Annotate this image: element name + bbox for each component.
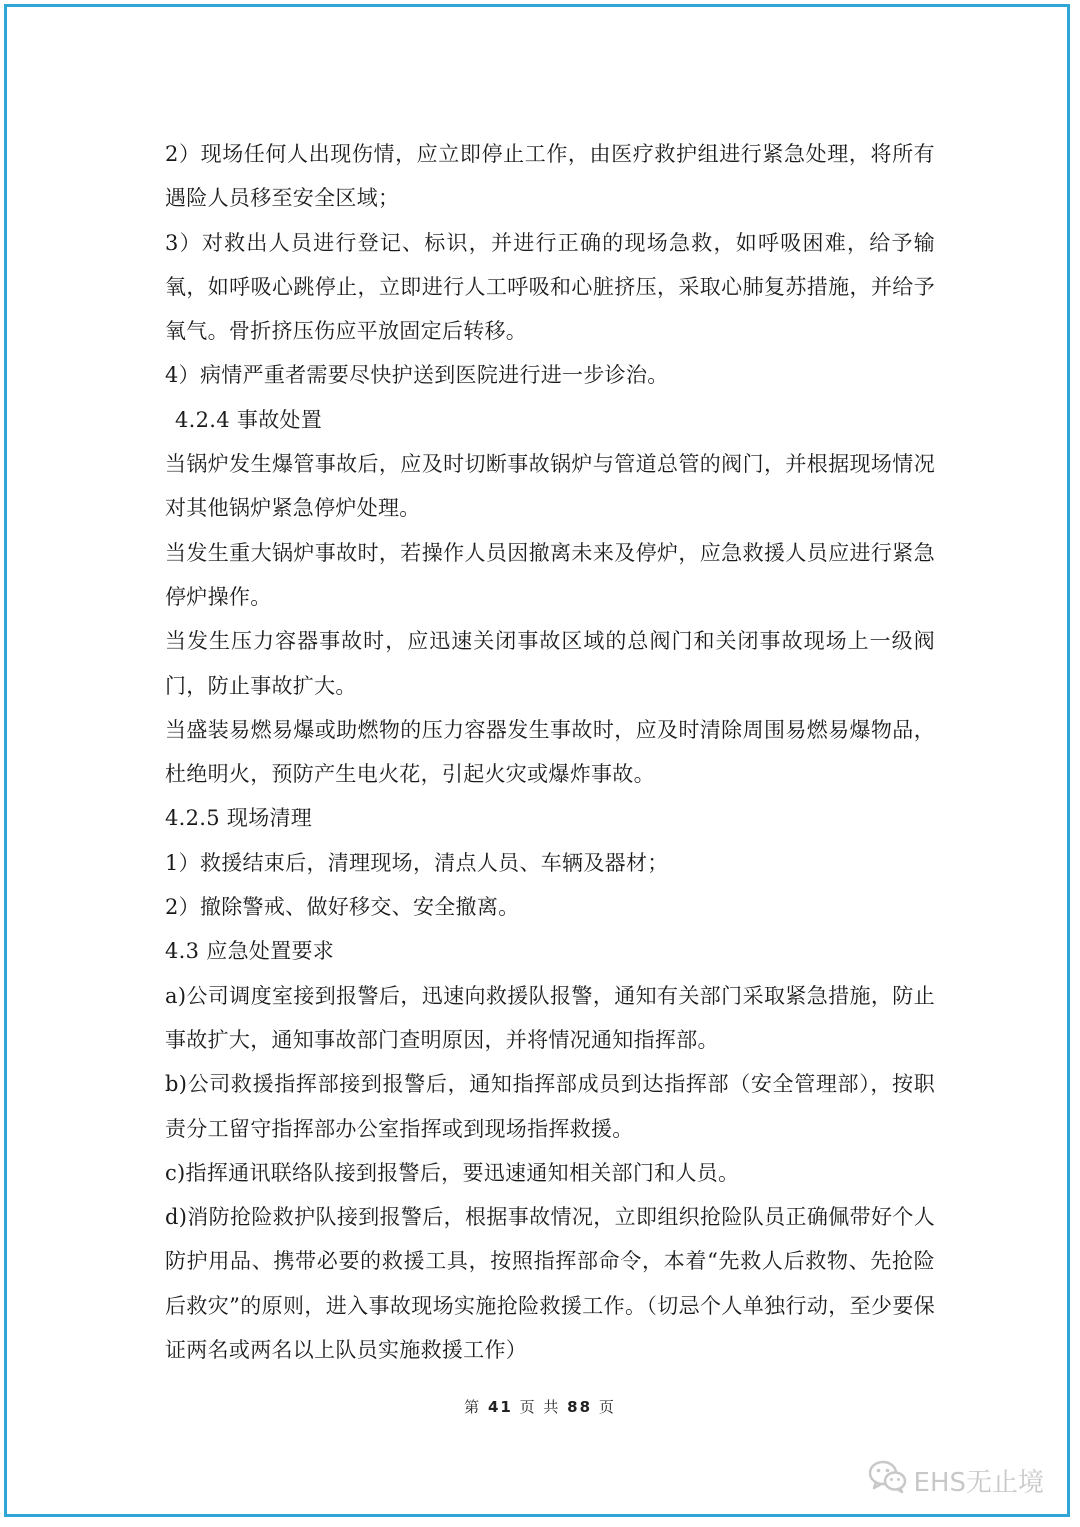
paragraph-cleanup-step-2: 2）撤除警戒、做好移交、安全撤离。 [165, 895, 520, 920]
total-page-count: 88 [567, 1398, 593, 1416]
page-number-suffix: 页 [598, 1398, 616, 1416]
section-heading-4-2-5: 4.2.5 现场清理 [165, 806, 313, 831]
paragraph-requirement-c: c)指挥通讯联络队接到报警后，要迅速通知相关部门和人员。 [165, 1160, 740, 1185]
paragraph-requirement-b: b)公司救援指挥部接到报警后，通知指挥部成员到达指挥部（安全管理部），按职责分工留守指挥部办公室指挥或到现场指挥救援。 [165, 1072, 935, 1141]
paragraph-cleanup-step-1: 1）救援结束后，清理现场，清点人员、车辆及器材； [165, 850, 669, 875]
page-number-prefix: 第 [464, 1398, 482, 1416]
wechat-icon [868, 1460, 908, 1501]
watermark [868, 1460, 1044, 1500]
paragraph-injury-handling: 2）现场任何人出现伤情，应立即停止工作，由医疗救护组进行紧急处理，将所有遇险人员移至安全区域； [165, 142, 935, 211]
page-number [0, 1396, 1080, 1417]
watermark-text: EHS无止境 [913, 1467, 1044, 1498]
page-number-middle: 页 共 [519, 1398, 561, 1416]
paragraph-hospital-transfer: 4）病情严重者需要尽快护送到医院进行进一步诊治。 [165, 363, 669, 388]
paragraph-first-aid: 3）对救出人员进行登记、标识，并进行正确的现场急救，如呼吸困难，给予输氧，如呼吸心跳停止，立即进行人工呼吸和心脏挤压，采取心肺复苏措施，并给予氧气。骨折挤压伤应平放固定后转移。 [165, 230, 935, 344]
document-body [165, 132, 935, 1372]
current-page-number: 41 [487, 1398, 513, 1416]
paragraph-requirement-d: d)消防抢险救护队接到报警后，根据事故情况，立即组织抢险队员正确佩带好个人防护用品、携带必要的救援工具，按照指挥部命令，本着“先救人后救物、先抢险后救灾”的原则，进入事故现场实施抢险救援工作。（切忌个人单独行动，至少要保证两名或两名以上队员实施救援工作） [165, 1205, 935, 1363]
paragraph-pressure-vessel-accident: 当发生压力容器事故时，应迅速关闭事故区域的总阀门和关闭事故现场上一级阀门，防止事故扩大。 [165, 629, 935, 698]
paragraph-major-boiler-accident: 当发生重大锅炉事故时，若操作人员因撤离未来及停炉，应急救援人员应进行紧急停炉操作。 [165, 540, 935, 609]
section-heading-4-3: 4.3 应急处置要求 [165, 939, 335, 964]
section-heading-4-2-4: 4.2.4 事故处置 [175, 407, 323, 432]
paragraph-flammable-vessel-accident: 当盛装易燃易爆或助燃物的压力容器发生事故时，应及时清除周围易燃易爆物品，杜绝明火，预防产生电火花，引起火灾或爆炸事故。 [165, 717, 935, 787]
paragraph-boiler-tube-burst: 当锅炉发生爆管事故后，应及时切断事故锅炉与管道总管的阀门，并根据现场情况对其他锅炉紧急停炉处理。 [165, 452, 935, 521]
paragraph-requirement-a: a)公司调度室接到报警后，迅速向救援队报警，通知有关部门采取紧急措施，防止事故扩大，通知事故部门查明原因，并将情况通知指挥部。 [165, 983, 935, 1052]
